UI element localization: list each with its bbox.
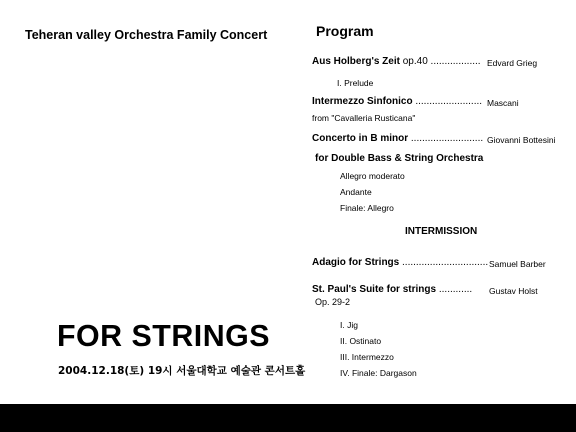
dot-leader: ............ [438,284,473,295]
dot-leader: .......................... [410,133,484,144]
piece-source: from "Cavalleria Rusticana" [312,113,416,123]
bottom-black-bar [0,404,576,432]
program-item-intermezzo [312,96,482,107]
dot-leader: ............................... [402,257,489,268]
movement-item: I. Jig [340,320,358,330]
piece-title: Aus Holberg's Zeit [312,56,400,67]
dot-leader: ........................ [415,96,483,107]
piece-title: Intermezzo Sinfonico [312,96,413,107]
program-item-adagio [312,257,488,268]
composer-bottesini: Giovanni Bottesini [487,135,556,145]
dot-leader: .................. [430,56,481,67]
movement-item: II. Ostinato [340,336,382,346]
program-item-holberg [312,56,481,67]
piece-opus: Op. 29-2 [315,297,351,307]
orchestra-title: Teheran valley Orchestra Family Concert [25,28,268,42]
concert-title: FOR STRINGS [57,318,270,353]
piece-title: Concerto in B minor [312,133,409,144]
movement-item: Allegro moderato [340,171,405,181]
composer-mascani: Mascani [487,98,519,108]
movement-item: Andante [340,187,372,197]
composer-barber: Samuel Barber [489,259,546,269]
movement-item: I. Prelude [337,78,374,88]
piece-opus: op.40 [402,56,428,67]
date-venue: 2004.12.18(토) 19시 서울대학교 예술관 콘서트홀 [58,365,306,377]
piece-title: Adagio for Strings [312,257,400,268]
movement-item: III. Intermezzo [340,352,394,362]
composer-grieg: Edvard Grieg [487,58,538,68]
program-item-stpaul [312,284,472,295]
movement-item: Finale: Allegro [340,203,394,213]
program-item-concerto [312,133,483,144]
movement-item: IV. Finale: Dargason [340,368,417,378]
piece-title: St. Paul's Suite for strings [312,284,437,295]
program-heading: Program [316,23,374,39]
intermission-label: INTERMISSION [405,226,478,237]
composer-holst: Gustav Holst [489,286,538,296]
piece-subtitle: for Double Bass & String Orchestra [315,153,484,164]
